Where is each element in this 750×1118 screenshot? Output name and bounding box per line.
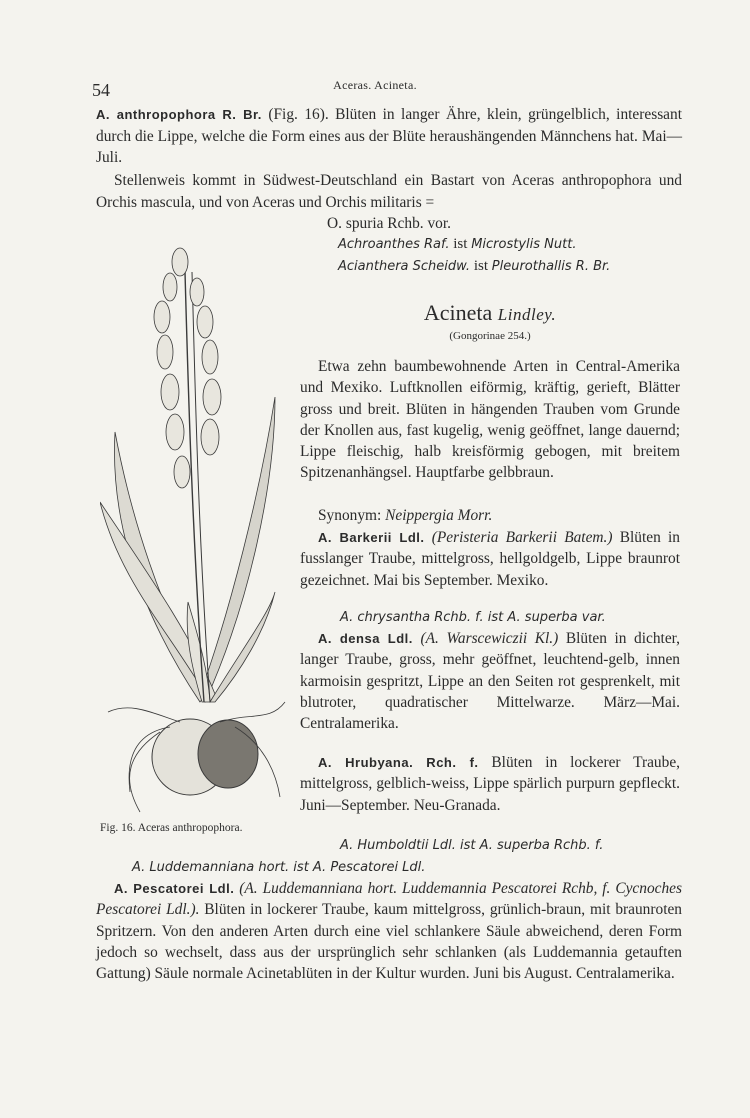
synonym-label: Synonym: — [318, 507, 386, 524]
synonym-ist: ist — [470, 258, 492, 274]
entry-pescatorei — [96, 878, 682, 984]
humboldtii-line — [300, 834, 680, 856]
genus-tribe: (Gongorinae 254.) — [449, 330, 531, 342]
synonym-target: Pleurothallis R. Br. — [491, 259, 611, 274]
synonym-ist: ist — [449, 236, 472, 252]
entry-hrubyana — [300, 752, 680, 816]
species-name: A. Barkerii Ldl. — [318, 530, 425, 545]
species-description: Blüten in lockerer Traube, kaum mittelgross, grünlich-braun, mit braunroten Spritzern. Von den anderen Arten durch eine viel schlankere Säule abweichend, deren Form jedoch so wechselt, dass aus der ursprünglich sehr schlanken (als Luddemannia getauften Gattung) Säule normale Acinetablüten in der Kultur wurden. Juni bis August. Centralamerika. — [96, 901, 683, 983]
genus-heading — [300, 300, 680, 326]
synonym-reference: A. Humboldtii Ldl. ist A. superba Rchb. f. — [340, 838, 604, 853]
species-description: (Fig. 16). Blüten in langer Ähre, klein, grüngelblich, interessant durch die Lippe, welche die Form eines aus der Blüte heraushängenden Männchens hat. Mai—Juli. — [96, 106, 682, 166]
bastard-text: Stellenweis kommt in Südwest-Deutschland ein Bastart von Aceras anthropophora und Orchis mascula, und von Aceras und Orchis militaris = — [96, 172, 682, 211]
running-head: Aceras. Acineta. — [333, 78, 417, 92]
species-description: Blüten in lockerer Traube, mittelgross, gelblich-weiss, Lippe spärlich purpurn gepfleckt. Juni—September. Neu-Granada. — [300, 754, 680, 814]
synonym-reference: A. chrysantha Rchb. f. ist A. superba var. — [340, 610, 606, 625]
synonym-genus: Achroanthes Raf. — [338, 237, 450, 252]
entry-anthropophora — [96, 104, 682, 169]
synonym-target: Microstylis Nutt. — [471, 237, 577, 252]
species-description: Blüten in dichter, langer Traube, gross, mehr geöffnet, leuchtend-gelb, innen karmoisin gespritzt, Lippe an den Seiten rot gesprenkelt, mit blutroter, quadratischer Mittelwarze. März—Mai. Centralamerika. — [300, 630, 681, 733]
species-synonym: (Peristeria Barkerii Batem.) — [424, 529, 613, 546]
species-description: Blüten in fusslanger Traube, mittelgross, hellgoldgelb, Lippe braunrot gezeichnet. Mai bis September. Mexiko. — [300, 529, 680, 589]
synonym-achroanthes — [338, 236, 576, 253]
species-synonym: (A. Luddemanniana hort. Luddemannia Pescatorei Rchb, f. Cycnoches Pescatorei Ldl.). — [96, 880, 683, 919]
spuria-text: O. spuria Rchb. vor. — [327, 215, 451, 232]
species-name: A. densa Ldl. — [318, 631, 413, 646]
genus-name: Acineta — [423, 300, 493, 325]
species-name: A. anthropophora R. Br. — [96, 107, 262, 122]
synonym-acianthera — [338, 258, 610, 275]
orchid-illustration — [100, 232, 290, 817]
species-name: A. Pescatorei Ldl. — [114, 881, 235, 896]
page-number: 54 — [92, 80, 110, 100]
chrysantha-line — [300, 606, 680, 628]
luddemanniana-line — [96, 856, 682, 879]
synonym-line — [300, 505, 680, 526]
species-name: A. Hrubyana. Rch. f. — [318, 755, 479, 770]
figure-caption: Fig. 16. Aceras anthropophora. — [100, 822, 243, 834]
entry-densa — [300, 628, 680, 734]
synonym-genus: Acianthera Scheidw. — [338, 259, 471, 274]
synonym-reference: A. Luddemanniana hort. ist A. Pescatorei Ldl. — [132, 860, 426, 875]
species-synonym: (A. Warscewiczii Kl.) — [412, 630, 559, 647]
synonym-value: Neippergia Morr. — [385, 507, 493, 524]
entry-barkerii — [300, 527, 680, 591]
genus-author: Lindley. — [497, 305, 557, 324]
genus-description: Etwa zehn baumbewohnende Arten in Central-Amerika und Mexiko. Luftknollen eiförmig, kräftig, gerieft, Blätter gross und breit. Blüten in hängenden Trauben vom Grunde der Knollen aus, fast kugelig, wenig geöffnet, lange dauernd; Lippe fleischig, halb kreisförmig gebogen, mit breitem Spitzenanhängsel. Hauptfarbe gelbbraun. — [300, 358, 680, 482]
bastard-paragraph — [96, 170, 682, 213]
